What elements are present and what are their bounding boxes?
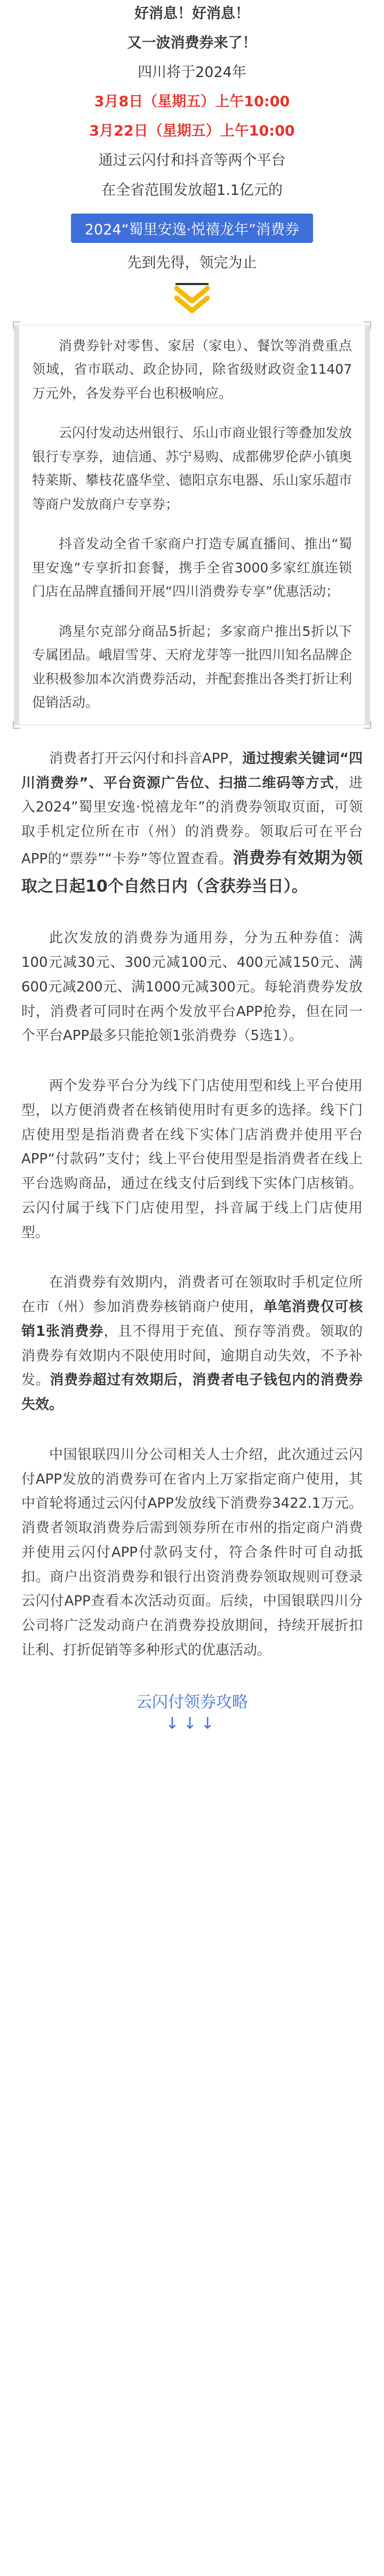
- guide-arrows: ↓↓↓: [165, 1714, 219, 1733]
- voucher-banner: 2024“蜀里安逸·悦禧龙年”消费券: [71, 214, 313, 243]
- amount-line: 在全省范围发放超1.1亿元的: [101, 182, 283, 199]
- guide-title: 云闪付领券攻略: [136, 1692, 248, 1712]
- intro-year: 四川将于2024年: [138, 64, 246, 81]
- box-paragraph-1: 消费券针对零售、家居（家电）、餐饮等消费重点领域，省市联动、政企协同，除省级财政资金11407万元外，各发券平台也积极响应。: [32, 337, 352, 401]
- body-paragraph-2: 此次发放的消费券为通用券，分为五种券值：满100元减30元、300元减100元、400元减150元、满600元减200元、满1000元减300元。每轮消费券发放时，消费者可同时在两个发放平台APP抢券，但在同一个平台APP最多只能抢领1张消费券（5选1）。: [21, 930, 363, 1044]
- first-come-line: 先到先得，领完为止: [127, 254, 257, 271]
- info-box: [14, 325, 370, 726]
- platforms-line: 通过云闪付和抖音等两个平台: [98, 152, 286, 169]
- body-paragraph-5: 中国银联四川分公司相关人士介绍，此次通过云闪付APP发放的消费券可在省内上万家指定商户使用，其中首轮将通过云闪付APP发放线下消费券3422.1万元。消费者领取消费券后需到领券所在市州的指定商户消费并使用云闪付APP付款码支付，符合条件时可自动抵扣。商户出资消费券和银行出资消费券领取规则可登录云闪付APP查看本次活动页面。后续，中国银联四川分公司将广泛发动商户在消费券投放期间，持续开展折扣让利、打折促销等多种形式的优惠活动。: [21, 1446, 363, 1658]
- release-date-2: 3月22日（星期五）上午10:00: [89, 123, 295, 140]
- headline-1: 好消息！好消息！: [134, 5, 250, 22]
- article-body: [0, 747, 384, 1663]
- header-section: [0, 4, 384, 272]
- box-paragraph-2: 云闪付发动达州银行、乐山市商业银行等叠加发放银行专享券，迪信通、苏宁易购、成都佛罗伦萨小镇奥特莱斯、攀枝花盛华堂、德阳京东电器、乐山家乐超市等商户发放商户专享券；: [32, 425, 353, 512]
- body-paragraph-4: 在消费券有效期内，消费者可在领取时手机定位所在市（州）参加消费券核销商户使用，单笔消费仅可核销1张消费券，且不得用于充值、预存等消费。领取的消费券有效期内不限使用时间，逾期自动失效，不予补发。消费券超过有效期后，消费者电子钱包内的消费券失效。: [21, 1274, 363, 1413]
- release-date-1: 3月8日（星期五）上午10:00: [94, 93, 290, 111]
- arrow-down-icon: [0, 283, 384, 314]
- body-paragraph-3: 两个发券平台分为线下门店使用型和线上平台使用型，以方便消费者在核销使用时有更多的选择。线下门店使用型是指消费者在线下实体门店消费并使用平台APP“付款码”支付；线上平台使用型是指消费者在线上平台选购商品，通过在线支付后到线下实体门店核销。云闪付属于线下门店使用型，抖音属于线上门店使用型。: [21, 1078, 363, 1241]
- headline-2: 又一波消费券来了！: [127, 35, 257, 52]
- body-paragraph-1: 消费者打开云闪付和抖音APP，通过搜索关键词“四川消费券”、平台资源广告位、扫描二维码等方式，进入2024”蜀里安逸·悦禧龙年”的消费券领取页面，可领取手机定位所在市（州）的消费券。领取后可在平台APP的“票券”“卡券”等位置查看。消费券有效期为领取之日起10个自然日内（含获券当日）。: [21, 750, 363, 896]
- box-paragraph-3: 抖音发动全省千家商户打造专属直播间、推出“蜀里安逸”专享折扣套餐，携手全省3000多家红旗连锁门店在品牌直播间开展“四川消费券专享”优惠活动；: [32, 536, 352, 600]
- box-paragraph-4: 鸿星尔克部分商品5折起；多家商户推出5折以下专属团品。峨眉雪芽、天府龙芽等一批四川知名品牌企业积极参加本次消费券活动，并配套推出各类打折让利促销活动。: [32, 623, 353, 711]
